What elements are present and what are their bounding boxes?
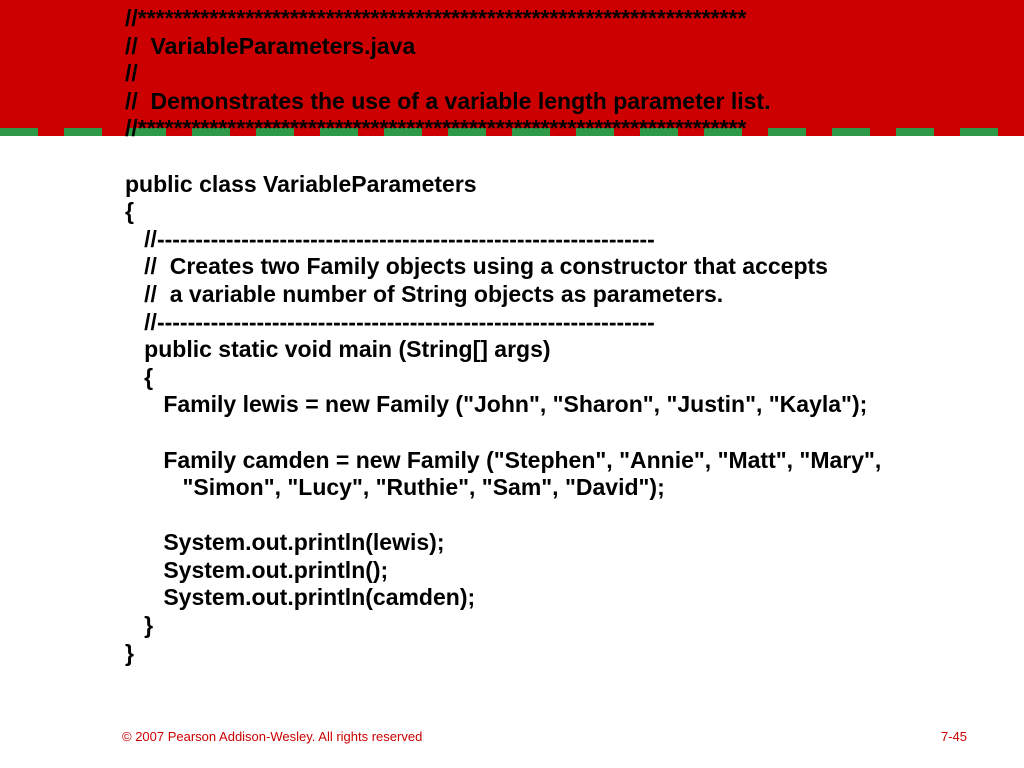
- code-line: //********************************************************************: [125, 5, 747, 31]
- footer-page-number: 7-45: [941, 729, 968, 744]
- code-line: [125, 502, 881, 530]
- code-line: "Simon", "Lucy", "Ruthie", "Sam", "David");: [125, 474, 665, 501]
- code-line: [125, 419, 881, 447]
- code-line: }: [125, 639, 134, 666]
- code-line: //-----------------------------------------------------------------: [125, 308, 655, 335]
- footer-copyright: © 2007 Pearson Addison-Wesley. All rights reserved: [122, 729, 423, 744]
- code-line: //-----------------------------------------------------------------: [125, 225, 655, 252]
- code-line: }: [125, 612, 154, 639]
- code-line: [125, 143, 881, 171]
- code-line: System.out.println();: [125, 556, 389, 583]
- code-line: //: [125, 60, 138, 87]
- code-line: {: [125, 363, 154, 390]
- code-line: Family camden = new Family ("Stephen", "Annie", "Matt", "Mary",: [125, 446, 882, 473]
- code-line: // VariableParameters.java: [125, 32, 416, 59]
- code-line: Family lewis = new Family ("John", "Sharon", "Justin", "Kayla");: [125, 391, 868, 418]
- code-line: public class VariableParameters: [125, 170, 477, 197]
- code-line: System.out.println(lewis);: [125, 529, 445, 556]
- code-line: public static void main (String[] args): [125, 336, 551, 363]
- code-line: // Creates two Family objects using a constructor that accepts: [125, 253, 828, 280]
- code-block: [125, 5, 881, 667]
- code-line: {: [125, 198, 134, 225]
- code-line: // a variable number of String objects as parameters.: [125, 280, 724, 307]
- code-line: //********************************************************************: [125, 115, 747, 142]
- bullet-marker: •: [86, 5, 92, 22]
- code-line: // Demonstrates the use of a variable length parameter list.: [125, 87, 771, 114]
- code-line: System.out.println(camden);: [125, 584, 476, 611]
